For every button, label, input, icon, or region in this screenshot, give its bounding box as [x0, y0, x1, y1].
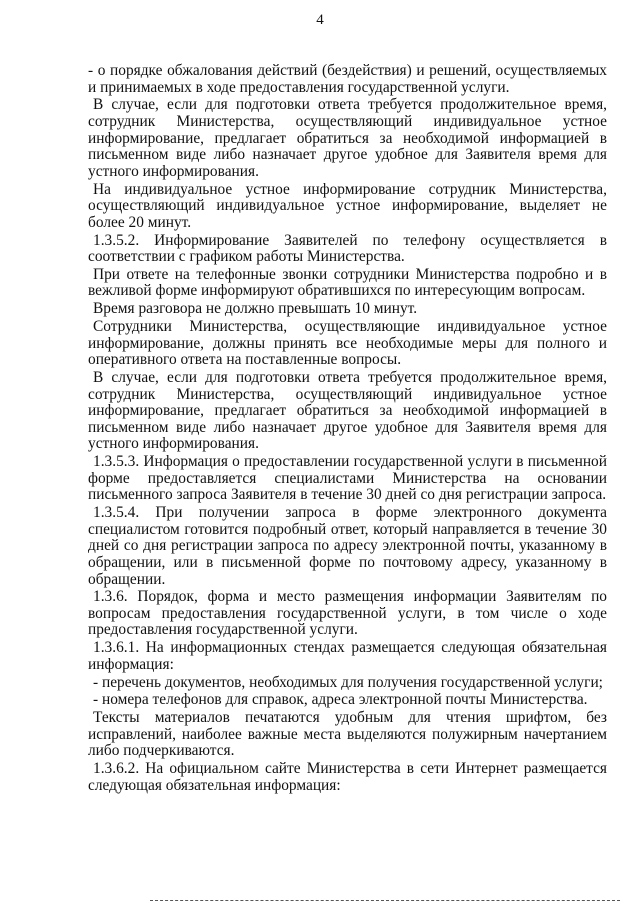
paragraph-long-answer: В случае, если для подготовки ответа требуется продолжительное время, сотрудник Министерства, осуществляющий индивидуальное устное информирование, предлагает обратиться за необходимой информацией в письменном виде либо назначает другое удобное для Заявителя время для устного информирования.: [88, 96, 607, 180]
paragraph-1-3-6: 1.3.6. Порядок, форма и место размещения информации Заявителям по вопросам предоставления государственной услуги, в том числе о ходе предоставления государственной услуги.: [88, 588, 607, 639]
paragraph-phone-calls: При ответе на телефонные звонки сотрудники Министерства подробно и в вежливой форме информируют обратившихся по интересующим вопросам.: [88, 265, 607, 300]
page-number: 4: [316, 12, 324, 28]
list-item-phones: - номера телефонов для справок, адреса электронной почты Министерства.: [93, 691, 588, 709]
paragraph-staff-measures: Сотрудники Министерства, осуществляющие индивидуальное устное информирование, должны принять все необходимые меры для полного и оперативного ответа на поставленные вопросы.: [88, 318, 607, 369]
paragraph-1-3-5-3: 1.3.5.3. Информация о предоставлении государственной услуги в письменной форме предоставляется специалистами Министерства на основании письменного запроса Заявителя в течение 30 дней со дня регистрации запроса.: [88, 453, 607, 504]
paragraph-1-3-5-2: 1.3.5.2. Информирование Заявителей по телефону осуществляется в соответствии с графиком работы Министерства.: [88, 231, 607, 266]
paragraph-call-duration: Время разговора не должно превышать 10 минут.: [93, 300, 418, 318]
paragraph-1-3-6-2: 1.3.6.2. На официальном сайте Министерства в сети Интернет размещается следующая обязательная информация:: [88, 760, 607, 794]
footer-dashed-line: [150, 900, 620, 901]
paragraph-long-answer-repeat: В случае, если для подготовки ответа требуется продолжительное время, сотрудник Министерства, осуществляющий индивидуальное устное информирование, предлагает обратиться за необходимой информацией в письменном виде либо назначает другое удобное для Заявителя время для устного информирования.: [88, 369, 607, 453]
document-body: [88, 63, 607, 796]
paragraph-1-3-6-1: 1.3.6.1. На информационных стендах размещается следующая обязательная информация:: [88, 639, 607, 673]
paragraph-text-formatting: Тексты материалов печатаются удобным для чтения шрифтом, без исправлений, наиболее важные места выделяются полужирным начертанием либо подчеркиваются.: [88, 709, 607, 760]
paragraph-appeal-procedure: - о порядке обжалования действий (бездействия) и решений, осуществляемых и принимаемых в ходе предоставления государственной услуги.: [88, 62, 607, 96]
list-item-documents: - перечень документов, необходимых для получения государственной услуги;: [93, 673, 603, 691]
paragraph-1-3-5-4: 1.3.5.4. При получении запроса в форме электронного документа специалистом готовится подробный ответ, который направляется в течение 30 дней со дня регистрации запроса по адресу электронной почты, указанному в обращении, или в письменной форме по почтовому адресу, указанному в обращении.: [88, 504, 607, 588]
paragraph-oral-time-limit: На индивидуальное устное информирование сотрудник Министерства, осуществляющий индивидуальное устное информирование, выделяет не более 20 минут.: [88, 180, 607, 231]
